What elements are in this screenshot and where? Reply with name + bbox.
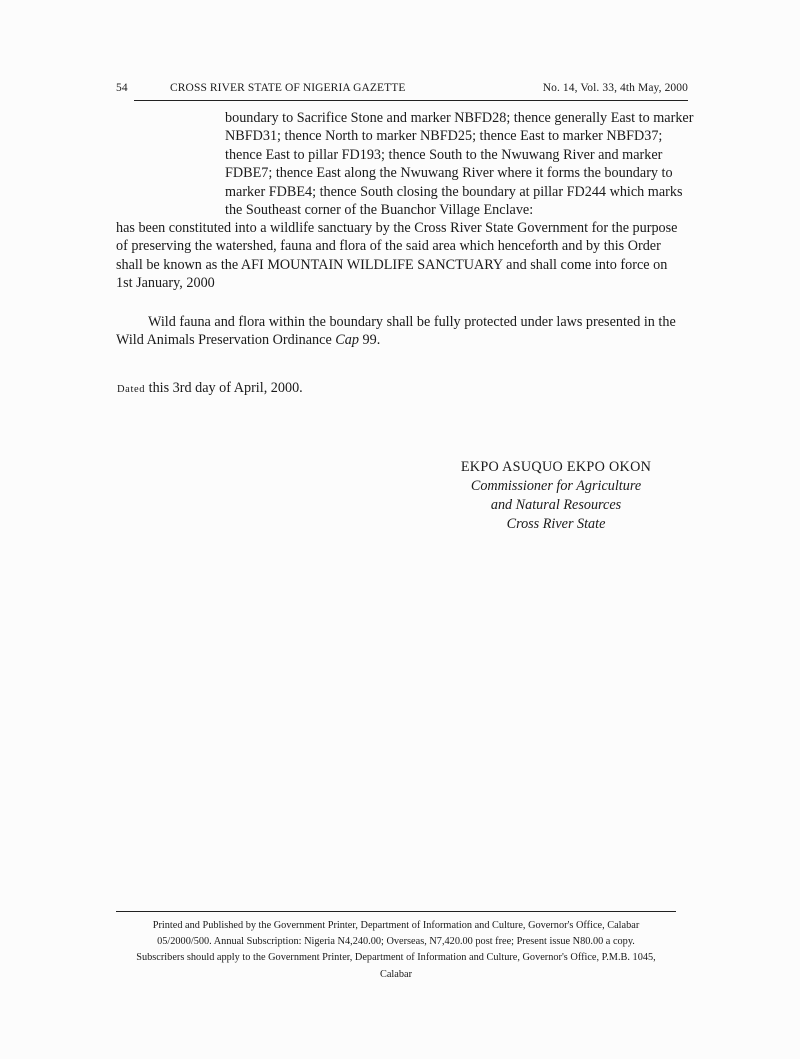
- constitution-clause: [116, 219, 692, 293]
- dated-label: Dated: [117, 384, 146, 395]
- issue-info: No. 14, Vol. 33, 4th May, 2000: [542, 82, 688, 94]
- protection-line: [116, 331, 692, 349]
- publication-title: CROSS RIVER STATE OF NIGERIA GAZETTE: [170, 82, 406, 94]
- signatory-name: EKPO ASUQUO EKPO OKON: [460, 459, 652, 475]
- clause-line: shall be known as the AFI MOUNTAIN WILDLIFE SANCTUARY and shall come into force on: [116, 256, 668, 273]
- footer-line: Printed and Published by the Government Printer, Department of Information and Culture, Governor's Office, Calabar: [152, 920, 640, 931]
- clause-line: 1st January, 2000: [116, 275, 215, 292]
- cap-number: 99.: [358, 332, 381, 349]
- footer-divider: [116, 911, 676, 912]
- boundary-line: FDBE7; thence East along the Nwuwang River where it forms the boundary to: [225, 165, 673, 182]
- footer-line: Calabar: [379, 968, 413, 980]
- page-header: [116, 82, 688, 100]
- protection-clause: [116, 313, 692, 350]
- boundary-line: the Southeast corner of the Buanchor Village Enclave:: [225, 202, 534, 219]
- boundary-description: [225, 109, 694, 219]
- ordinance-name: Wild Animals Preservation Ordinance: [116, 332, 336, 349]
- clause-line: has been constituted into a wildlife sanctuary by the Cross River State Government for the purpose: [116, 220, 678, 236]
- boundary-line: NBFD31; thence North to marker NBFD25; thence East to marker NBFD37;: [225, 128, 663, 145]
- footer-line: 05/2000/500. Annual Subscription: Nigeria N4,240.00; Overseas, N7,420.00 post free; Present issue N80.00 a copy.: [157, 936, 635, 948]
- dated-text: this 3rd day of April, 2000.: [145, 380, 303, 396]
- signatory-state: Cross River State: [506, 516, 606, 532]
- page-number: 54: [116, 82, 128, 94]
- header-divider: [134, 100, 688, 101]
- signatory-title: Commissioner for Agriculture: [470, 478, 642, 494]
- signatory-title: and Natural Resources: [490, 497, 622, 513]
- clause-line: of preserving the watershed, fauna and flora of the said area which henceforth and by this Order: [116, 238, 661, 255]
- publisher-footer: [96, 918, 696, 983]
- cap-label: Cap: [335, 332, 359, 349]
- date-line: [117, 380, 303, 397]
- boundary-line: thence East to pillar FD193; thence South to the Nwuwang River and marker: [225, 146, 663, 163]
- footer-line: Subscribers should apply to the Government Printer, Department of Information and Culture, Governor's Office, P.M.B. 1045,: [136, 952, 656, 964]
- boundary-line: marker FDBE4; thence South closing the boundary at pillar FD244 which marks: [225, 183, 683, 200]
- signature-block: [440, 458, 672, 534]
- protection-line: Wild fauna and flora within the boundary shall be fully protected under laws presented in the: [148, 314, 676, 330]
- boundary-line: boundary to Sacrifice Stone and marker NBFD28; thence generally East to marker: [225, 110, 694, 126]
